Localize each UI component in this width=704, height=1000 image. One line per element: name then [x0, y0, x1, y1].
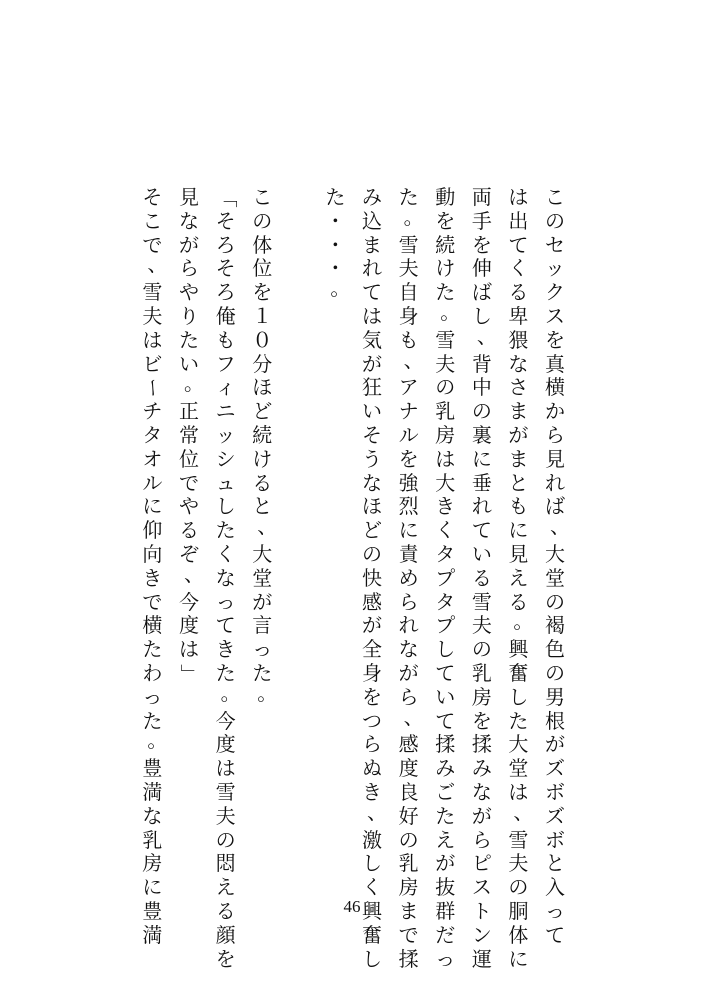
text-column: そ こ で 、 雪 夫 は ビ ー チ タ オ ル に 仰 向 き で 横 た わ っ た 。 豊 満 な 乳 房 に 豊 満	[141, 185, 168, 947]
text-column: こ の セ ッ ク ス を 真 横 か ら 見 れ ば 、 大 堂 の 褐 色 の 男 根 が ズ ボ ズ ボ と 入 っ て	[545, 185, 570, 947]
text-column: 見 な が ら や り た い 。 正 常 位 で や る ぞ 、 今 度 は 」	[177, 185, 204, 684]
text-column: た ・ ・ ・ 。	[325, 185, 351, 301]
page-number: 46	[343, 897, 361, 916]
text-column: 動 を 続 け た 。 雪 夫 の 乳 房 は 大 き く タ プ タ プ し て い て 揉 み ご た え が 抜 群 だ っ	[435, 185, 461, 971]
text-column: 「 そ ろ そ ろ 俺 も フ ィ ニ ッ シ ュ し た く な っ て き た 。 今 度 は 雪 夫 の 悶 え る 顔 を	[214, 187, 241, 971]
text-column: 両 手 を 伸 ば し 、 背 中 の 裏 に 垂 れ て い る 雪 夫 の 乳 房 を 揉 み な が ら ピ ス ト ン 運	[471, 185, 497, 971]
text-column: た 。 雪 夫 自 身 も 、 ア ナ ル を 強 烈 に 責 め ら れ な が ら 、 感 度 良 好 の 乳 房 ま で 揉	[398, 185, 424, 971]
text-column: み 込 ま れ て は 気 が 狂 い そ う な ほ ど の 快 感 が 全 身 を つ ら ぬ き 、 激 し く 興 奮 し	[362, 185, 387, 971]
text-column	[284, 186, 314, 876]
text-column: は 出 て く る 卑 猥 な さ ま が ま と も に 見 え る 。 興 奮 し た 大 堂 は 、 雪 夫 の 胴 体 に	[508, 185, 534, 971]
text-column: こ の 体 位 を １ ０ 分 ほ ど 続 け る と 、 大 堂 が 言 っ た 。	[252, 185, 278, 705]
